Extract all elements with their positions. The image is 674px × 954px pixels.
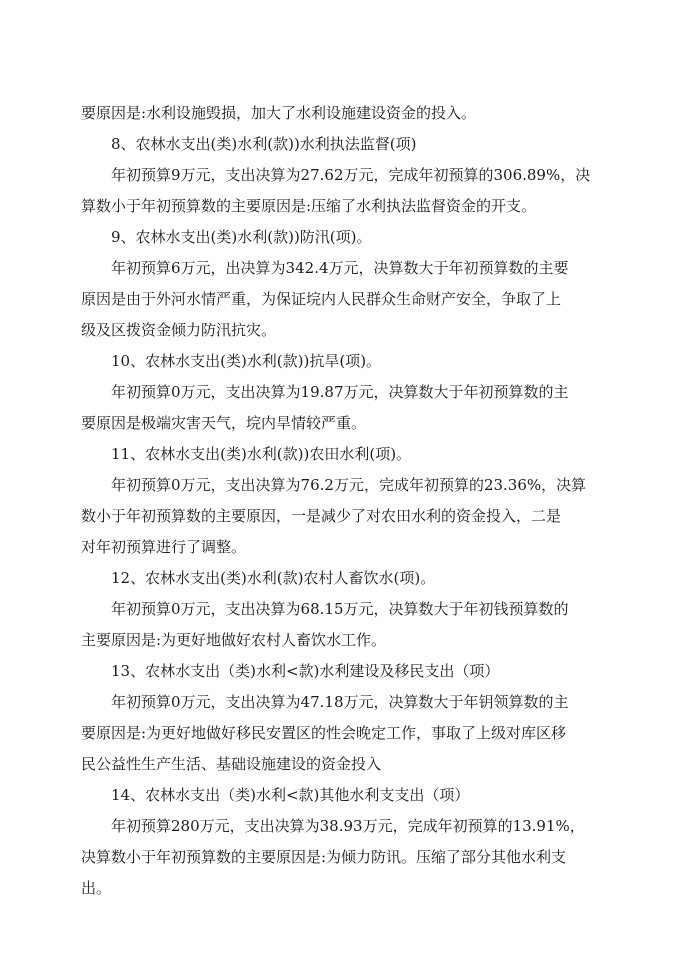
text-line: 年初预算280万元，支出决算为38.93万元，完成年初预算的13.91%， xyxy=(111,817,585,835)
text-line: 年初预算0万元，支出决算为68.15万元，决算数大于年初钱预算数的 xyxy=(111,600,569,618)
text-line: 级及区拨资金倾力防汛抗灾。 xyxy=(81,321,277,339)
text-line: 11、农林水支出(类)水利(款))农田水利(项)。 xyxy=(111,445,412,463)
text-line: 要原因是极端灾害天气，垸内旱情较严重。 xyxy=(81,414,367,432)
text-line: 年初预算9万元，支出决算为27.62万元，完成年初预算的306.89%，决 xyxy=(111,166,591,184)
text-line: 决算数小于年初预算数的主要原因是:为倾力防讯。压缩了部分其他水利支 xyxy=(81,848,567,866)
text-line: 9、农林水支出(类)水利(款))防汛(项)。 xyxy=(111,228,372,246)
text-line: 民公益性生产生活、基础设施建设的资金投入 xyxy=(81,755,382,773)
text-line: 8、农林水支出(类)水利(款))水利执法监督(项) xyxy=(111,135,417,153)
text-line: 数小于年初预算数的主要原因，一是减少了对农田水利的资金投入，二是 xyxy=(81,507,562,525)
text-line: 年初预算0万元，支出决算为19.87万元，决算数大于年初预算数的主 xyxy=(111,383,569,401)
text-line: 要原因是:为更好地做好移民安置区的性会晚定工作，事取了上级对库区移 xyxy=(81,724,567,742)
text-line: 出。 xyxy=(81,879,112,897)
document-body xyxy=(81,98,601,904)
text-line: 10、农林水支出(类)水利(款))抗旱(项)。 xyxy=(111,352,382,370)
text-line: 13、农林水支出（类)水利<款)水利建设及移民支出（项） xyxy=(111,662,500,680)
text-line: 要原因是:水利设施毁损，加大了水利设施建设资金的投入。 xyxy=(81,104,477,122)
text-line: 年初预算0万元，支出决算为47.18万元，决算数大于年钥领算数的主 xyxy=(111,693,569,711)
text-line: 原因是由于外河水情严重，为保证垸内人民群众生命财产安全，争取了上 xyxy=(81,290,562,308)
text-line: 12、农林水支出(类)水利(款)农村人畜饮水(项)。 xyxy=(111,569,436,587)
text-line: 主要原因是:为更好地做好农村人畜饮水工作。 xyxy=(81,631,387,649)
text-line: 年初预算0万元，支出决算为76.2万元，完成年初预算的23.36%，决算 xyxy=(111,476,587,494)
text-line: 年初预算6万元，出决算为342.4万元，决算数大于年初预算数的主要 xyxy=(111,259,569,277)
text-line: 算数小于年初预算数的主要原因是:压缩了水利执法监督资金的开支。 xyxy=(81,197,537,215)
text-line: 14、农林水支出（类)水利<款)其他水利支支出（项） xyxy=(111,786,470,804)
text-line: 对年初预算进行了调整。 xyxy=(81,538,247,556)
